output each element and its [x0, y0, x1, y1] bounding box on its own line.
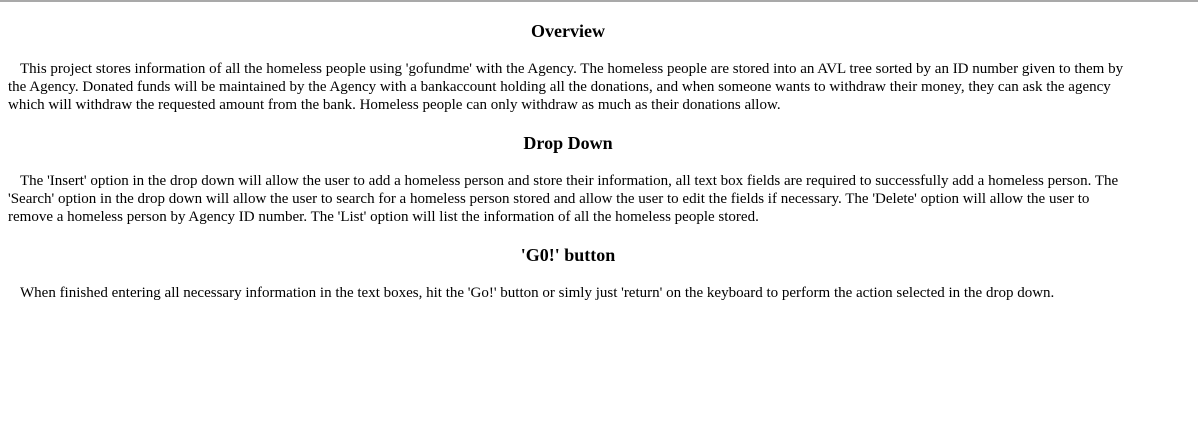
- paragraph-drop-down: The 'Insert' option in the drop down will allow the user to add a homeless person and store their information, all text box fields are required to successfully add a homeless person. The 'Search' option in the drop down will allow the user to search for a homeless person stored and allow the user to edit the fields if necessary. The 'Delete' option will allow the user to remove a homeless person by Agency ID number. The 'List' option will list the information of all the homeless people stored.: [8, 173, 1119, 225]
- help-document: [0, 2, 1136, 302]
- heading-drop-down: Drop Down: [523, 133, 613, 153]
- section-drop-down: [8, 132, 1128, 226]
- heading-overview: Overview: [531, 21, 605, 41]
- section-go-button: [8, 244, 1128, 302]
- paragraph-overview: This project stores information of all the homeless people using 'gofundme' with the Agency. The homeless people are stored into an AVL tree sorted by an ID number given to them by the Agency. Donated funds will be maintained by the Agency with a bankaccount holding all the donations, and when someone wants to withdraw their money, they can ask the agency which will withdraw the requested amount from the bank. Homeless people can only withdraw as much as their donations allow.: [8, 61, 1124, 113]
- section-overview: [8, 2, 1128, 114]
- heading-go-button: 'G0!' button: [520, 245, 616, 265]
- paragraph-go-button: When finished entering all necessary information in the text boxes, hit the 'Go!' button or simly just 'return' on the keyboard to perform the action selected in the drop down.: [20, 285, 1055, 301]
